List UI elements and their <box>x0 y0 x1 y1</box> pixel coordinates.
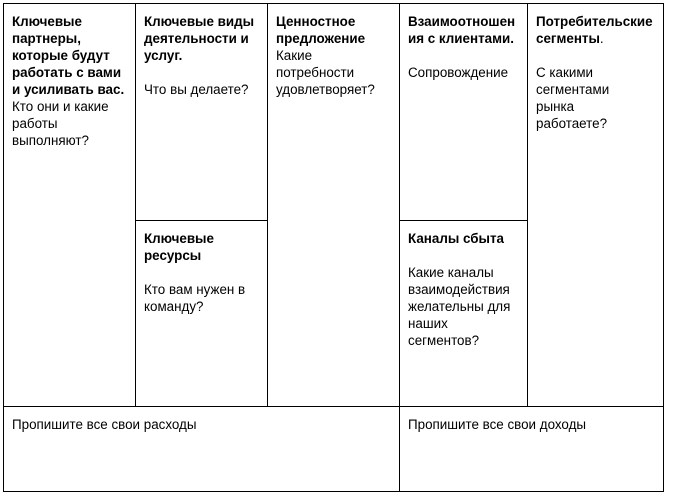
key-partners-cell <box>4 4 135 406</box>
value-proposition-question: Какие потребности удовлетворяет? <box>276 48 375 97</box>
customer-segments-question: С какими сегментами рынка работаете? <box>536 65 610 131</box>
customer-relationships-text: Сопровождение <box>408 65 509 80</box>
cost-structure-cell <box>4 407 399 491</box>
key-resources-title: Ключевые ресурсы <box>144 231 214 263</box>
cost-structure-text: Пропишите все свои расходы <box>12 417 197 432</box>
customer-segments-title-suffix: . <box>599 31 604 46</box>
customer-relationships-title: Взаимоотношения с клиентами. <box>408 14 516 46</box>
right-border <box>663 3 664 492</box>
key-partners-question: Кто они и какие работы выполняют? <box>12 99 109 148</box>
bottom-border <box>3 491 664 492</box>
customer-relationships-cell <box>400 4 527 220</box>
revenue-streams-cell <box>400 407 663 491</box>
value-proposition-title: Ценностное предложение <box>276 14 366 46</box>
customer-segments-heading <box>536 13 656 47</box>
key-activities-question: Что вы делаете? <box>144 82 249 97</box>
customer-segments-title: Потребительские сегменты <box>536 14 653 46</box>
key-activities-cell <box>136 4 267 220</box>
channels-question: Какие каналы взаимодействия желательны для наших сегментов? <box>408 265 511 348</box>
revenue-streams-text: Пропишите все свои доходы <box>408 417 587 432</box>
channels-title: Каналы сбыта <box>408 231 504 246</box>
channels-cell <box>400 221 527 406</box>
key-resources-question: Кто вам нужен в команду? <box>144 282 246 314</box>
key-resources-cell <box>136 221 267 406</box>
value-proposition-cell <box>268 4 399 406</box>
customer-segments-cell <box>528 4 663 406</box>
key-partners-title: Ключевые партнеры, которые будут работать с вами и усиливать вас. <box>12 14 125 97</box>
key-activities-title: Ключевые виды деятельности и услуг. <box>144 14 255 63</box>
